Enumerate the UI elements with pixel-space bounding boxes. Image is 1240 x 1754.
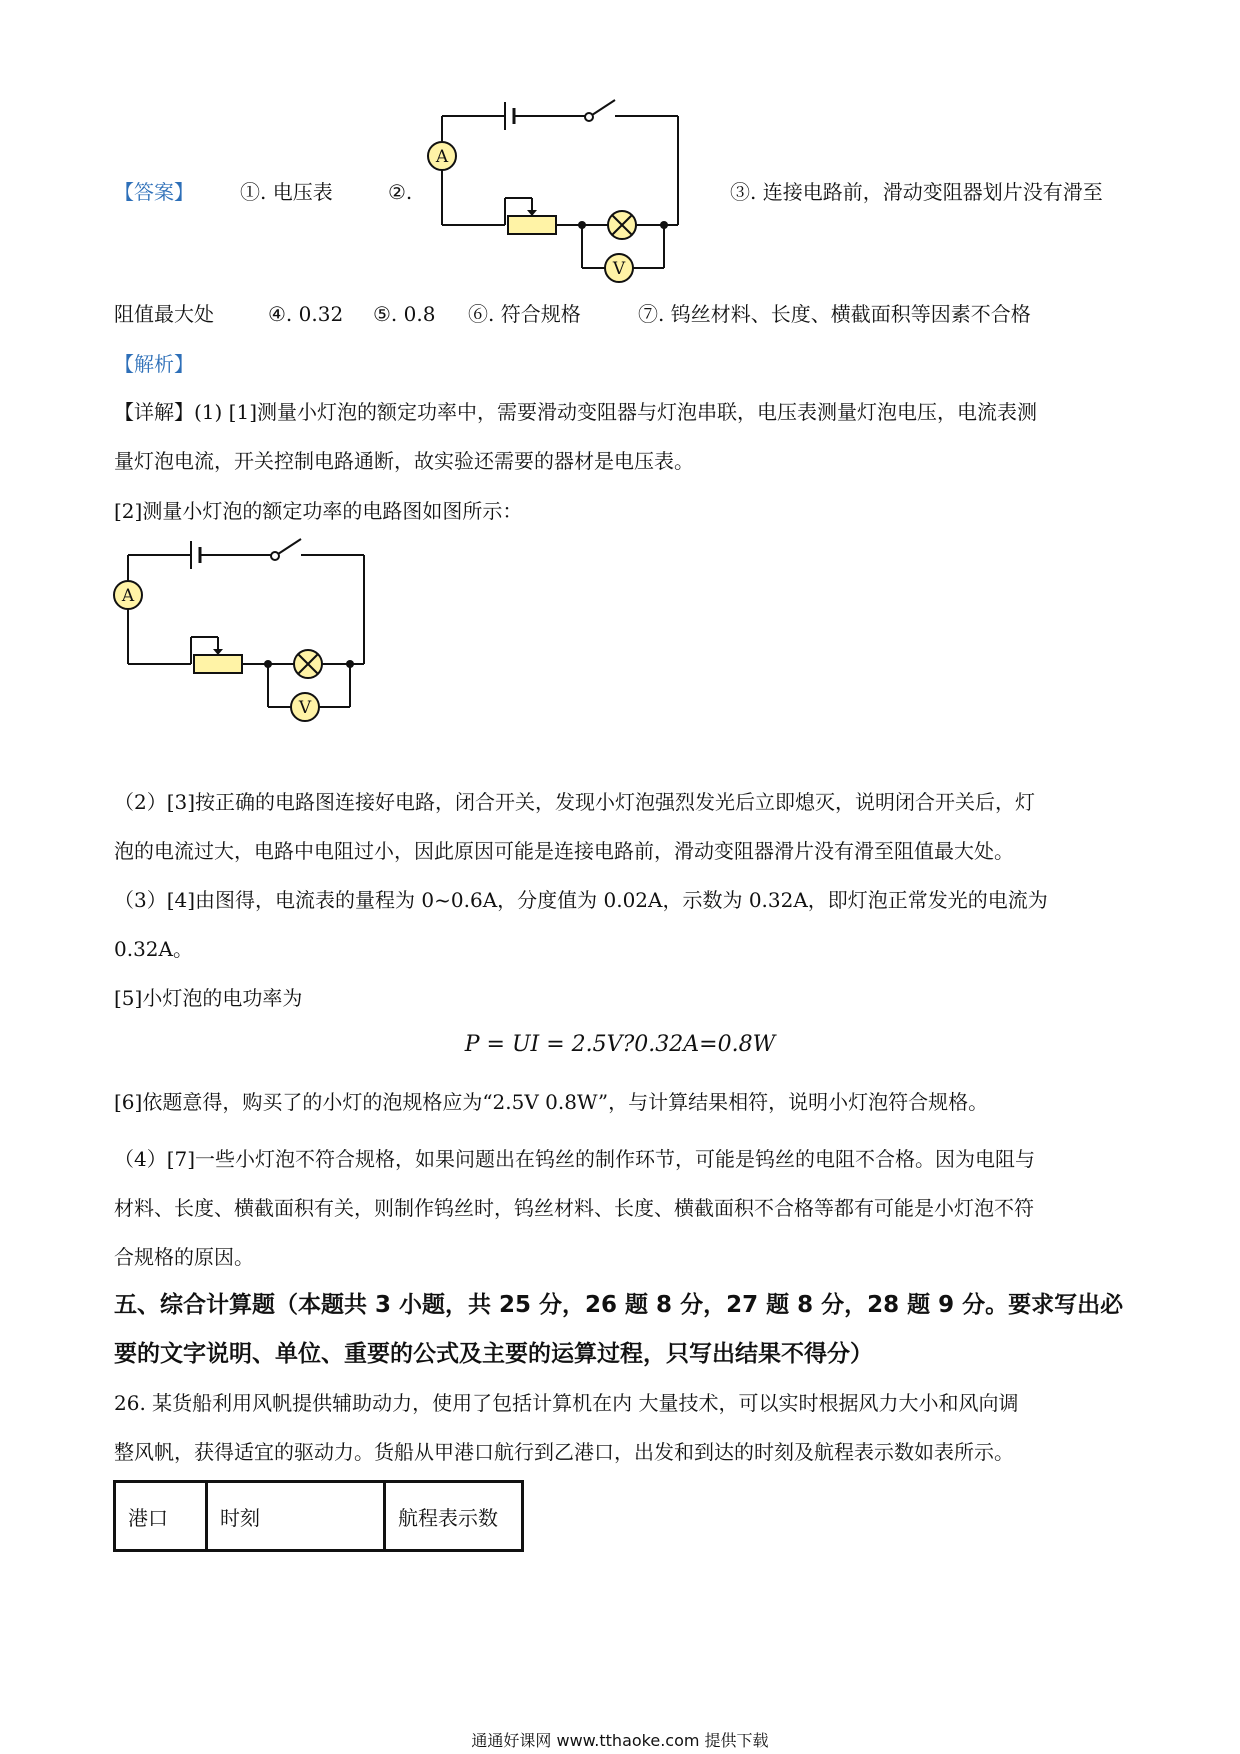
detail-p1a: 【详解】(1) [1]测量小灯泡的额定功率中，需要滑动变阻器与灯泡串联，电压表测量灯泡电压，电流表测 — [114, 400, 1038, 424]
answer-item-4a: 阻值最大处 — [114, 302, 214, 326]
detail-p6: [6]依题意得，购买了的小灯的泡规格应为“2.5V 0.8W”，与计算结果相符，说明小灯泡符合规格。 — [114, 1090, 989, 1114]
answer-item-2: ②. — [388, 180, 413, 204]
question-26-line1: 26. 某货船利用风帆提供辅助动力，使用了包括计算机在内 大量技术，可以实时根据风力大小和风向调 — [114, 1391, 1019, 1415]
question-26-line2: 整风帆，获得适宜的驱动力。货船从甲港口航行到乙港口，出发和到达的时刻及航程表示数如表所示。 — [114, 1440, 1014, 1464]
power-formula: P = UI = 2.5V?0.32A=0.8W — [464, 1032, 776, 1057]
detail-p7c: 合规格的原因。 — [114, 1245, 254, 1269]
detail-p2: [2]测量小灯泡的额定功率的电路图如图所示： — [114, 499, 523, 523]
analysis-label: 【解析】 — [114, 352, 194, 376]
answer-item-4: ④. 0.32 — [268, 302, 344, 326]
page-footer: 通通好课网 www.tthaoke.com 提供下载 — [471, 1731, 769, 1750]
detail-p5: [5]小灯泡的电功率为 — [114, 986, 303, 1010]
answer-item-6: ⑥. 符合规格 — [468, 302, 581, 326]
detail-p4b: 0.32A。 — [114, 937, 193, 961]
section-heading-line2: 要的文字说明、单位、重要的公式及主要的运算过程，只写出结果不得分） — [114, 1341, 873, 1367]
circuit-diagram-analysis — [96, 537, 386, 737]
ammeter-label: A — [121, 586, 135, 606]
answer-item-3: ③. 连接电路前，滑动变阻器划片没有滑至 — [730, 180, 1103, 204]
voltmeter-label: V — [298, 698, 312, 718]
detail-p1b: 量灯泡电流，开关控制电路通断，故实验还需要的器材是电压表。 — [114, 449, 694, 473]
section-heading-line1: 五、综合计算题（本题共 3 小题，共 25 分，26 题 8 分，27 题 8 分，28 题 9 分。要求写出必 — [114, 1292, 1124, 1318]
detail-p7a: （4）[7]一些小灯泡不符合规格，如果问题出在钨丝的制作环节，可能是钨丝的电阻不合格。因为电阻与 — [114, 1147, 1036, 1171]
detail-p7b: 材料、长度、横截面积有关，则制作钨丝时，钨丝材料、长度、横截面积不合格等都有可能是小灯泡不符 — [114, 1196, 1034, 1220]
circuit-diagram-answer — [410, 98, 700, 298]
detail-p3a: （2）[3]按正确的电路图连接好电路，闭合开关，发现小灯泡强烈发光后立即熄灭，说明闭合开关后，灯 — [114, 790, 1036, 814]
detail-p4a: （3）[4]由图得，电流表的量程为 0~0.6A，分度值为 0.02A，示数为 0.32A，即灯泡正常发光的电流为 — [114, 888, 1048, 912]
table-header-cell: 港口 — [115, 1482, 207, 1551]
answer-item-5: ⑤. 0.8 — [373, 302, 436, 326]
answer-item-7: ⑦. 钨丝材料、长度、横截面积等因素不合格 — [638, 302, 1031, 326]
answer-label: 【答案】 — [114, 180, 194, 204]
answer-item-1: ①. 电压表 — [240, 180, 333, 204]
table-header-cell: 航程表示数 — [385, 1482, 523, 1551]
ammeter-label: A — [435, 147, 449, 167]
port-table — [113, 1480, 524, 1552]
voltmeter-label: V — [612, 259, 626, 279]
detail-p3b: 泡的电流过大，电路中电阻过小，因此原因可能是连接电路前，滑动变阻器滑片没有滑至阻值最大处。 — [114, 839, 1014, 863]
table-header-cell: 时刻 — [207, 1482, 385, 1551]
table-header-row — [115, 1482, 523, 1551]
